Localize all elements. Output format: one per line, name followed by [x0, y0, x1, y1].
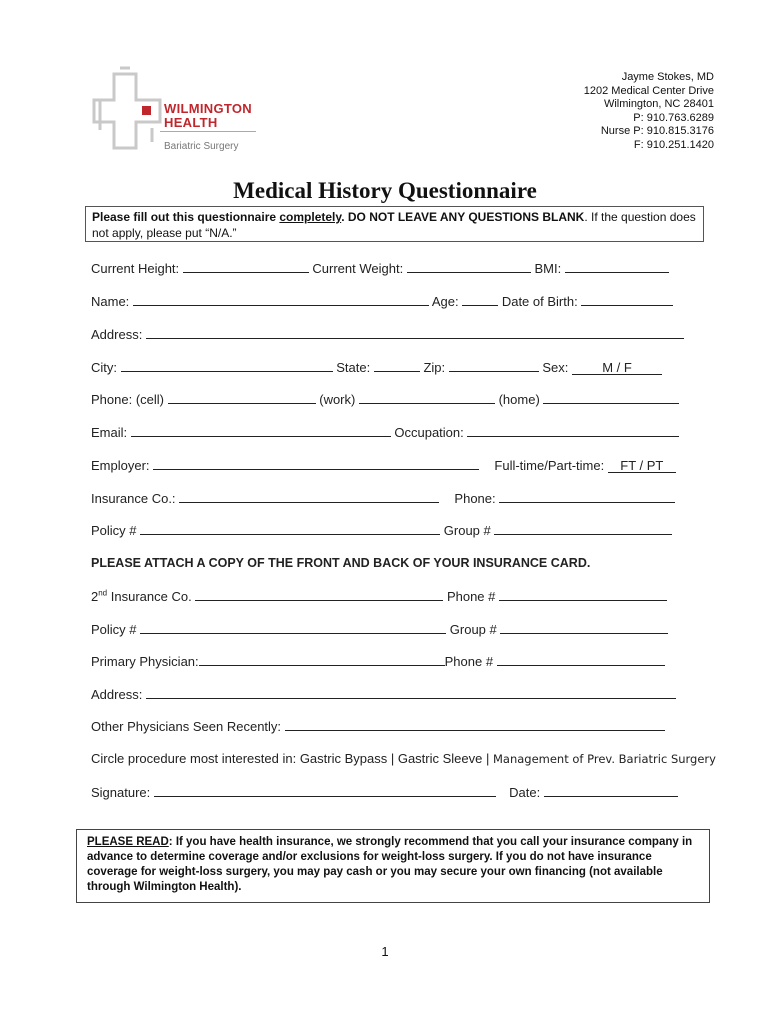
row-city — [91, 359, 662, 376]
employer-label: Employer: — [91, 458, 150, 473]
primary-phone-label: Phone # — [444, 654, 494, 669]
instructions-tail: . If the question does not apply, please put “N/A.” — [92, 210, 696, 240]
bmi-field[interactable] — [565, 260, 669, 273]
state-label: State: — [336, 360, 371, 375]
row-primary-physician — [91, 653, 665, 670]
primary-physician-label: Primary Physician: — [91, 654, 199, 669]
height-field[interactable] — [183, 260, 309, 273]
group-2-field[interactable] — [500, 621, 668, 634]
weight-label: Current Weight: — [312, 261, 404, 276]
phone-work-label: (work) — [319, 392, 356, 407]
sex-label: Sex: — [542, 360, 569, 375]
dob-label: Date of Birth: — [501, 294, 578, 309]
zip-label: Zip: — [423, 360, 446, 375]
contact-city: Wilmington, NC 28401 — [603, 98, 714, 110]
insurance-label: Insurance Co.: — [91, 491, 176, 506]
logo-line-1: WILMINGTON — [164, 101, 252, 116]
primary-physician-field[interactable] — [199, 653, 445, 666]
row-policy — [91, 522, 672, 539]
notice-text: : If you have health insurance, we strongly recommend that you call your insurance company in advance to determine coverage and/or exclusions for weight-loss surgery. If you do not have insurance coverage for weight-loss surgery, you may pay cash or you may secure your own financing (not available through Wilmington Health). — [87, 836, 693, 893]
row-signature — [91, 784, 678, 801]
row-email — [91, 424, 679, 441]
address-field[interactable] — [146, 326, 684, 339]
instructions-rest: . DO NOT LEAVE ANY QUESTIONS BLANK — [341, 210, 585, 224]
signature-field[interactable] — [154, 784, 496, 797]
second-insurance-label: Insurance Co. — [107, 589, 192, 604]
group-2-label: Group # — [449, 622, 497, 637]
dob-field[interactable] — [581, 293, 673, 306]
fulltime-label: Full-time/Part-time: — [494, 458, 605, 473]
contact-nurse-phone: Nurse P: 910.815.3176 — [600, 125, 714, 137]
row-measurements — [91, 260, 669, 277]
date-label: Date: — [509, 785, 541, 800]
row-employer — [91, 457, 676, 474]
row-phones — [91, 391, 679, 408]
height-label: Current Height: — [91, 261, 180, 276]
procedure-label: Circle procedure most interested in: Gastric Bypass | Gastric Sleeve | — [91, 751, 493, 766]
page-number: 1 — [381, 944, 389, 959]
instructions-box — [85, 206, 704, 242]
contact-doctor: Jayme Stokes, MD — [621, 71, 714, 83]
row-policy-2 — [91, 621, 668, 638]
date-field[interactable] — [544, 784, 678, 797]
sex-field[interactable]: M / F — [572, 360, 662, 375]
email-field[interactable] — [131, 424, 391, 437]
second-insurance-sup: nd — [98, 588, 108, 598]
second-insurance-field[interactable] — [195, 588, 443, 601]
row-insurance — [91, 490, 675, 507]
phone-cell-label: Phone: (cell) — [91, 392, 164, 407]
second-insurance-phone-label: Phone # — [446, 589, 496, 604]
policy-field[interactable] — [140, 522, 440, 535]
insurance-phone-field[interactable] — [499, 490, 675, 503]
row-other-physicians — [91, 718, 665, 735]
phone-home-label: (home) — [498, 392, 540, 407]
logo-subtitle: Bariatric Surgery — [164, 141, 239, 152]
contact-street: 1202 Medical Center Drive — [583, 84, 714, 97]
zip-field[interactable] — [449, 359, 539, 372]
instructions-emphasis: completely — [279, 210, 342, 224]
other-physicians-field[interactable] — [285, 718, 665, 731]
group-field[interactable] — [494, 522, 672, 535]
phone-cell-field[interactable] — [168, 391, 316, 404]
insurance-field[interactable] — [179, 490, 439, 503]
city-field[interactable] — [121, 359, 333, 372]
second-insurance-phone-field[interactable] — [499, 588, 667, 601]
address-2-label: Address: — [91, 687, 143, 702]
row-second-insurance — [91, 588, 667, 605]
wilmington-health-logo — [92, 66, 277, 172]
insurance-notice-box — [76, 829, 710, 903]
contact-fax: F: 910.251.1420 — [633, 138, 714, 151]
age-label: Age: — [431, 294, 459, 309]
policy-2-field[interactable] — [140, 621, 446, 634]
attach-card-notice: PLEASE ATTACH A COPY OF THE FRONT AND BACK OF YOUR INSURANCE CARD. — [91, 556, 591, 570]
phone-home-field[interactable] — [543, 391, 679, 404]
procedure-option-management[interactable]: Management of Prev. Bariatric Surgery — [492, 752, 716, 766]
logo-name — [164, 102, 252, 130]
group-label: Group # — [443, 523, 491, 538]
city-label: City: — [91, 360, 117, 375]
row-address-2 — [91, 686, 676, 703]
row-address — [91, 326, 684, 343]
logo-line-2: HEALTH — [164, 115, 218, 130]
employer-field[interactable] — [153, 457, 479, 470]
instructions-lead: Please fill out this questionnaire — [92, 210, 280, 224]
second-insurance-num: 2 — [91, 589, 99, 604]
name-field[interactable] — [133, 293, 429, 306]
name-label: Name: — [91, 294, 130, 309]
fulltime-field[interactable]: FT / PT — [608, 458, 676, 473]
other-physicians-label: Other Physicians Seen Recently: — [91, 719, 282, 734]
weight-field[interactable] — [407, 260, 531, 273]
phone-work-field[interactable] — [359, 391, 495, 404]
email-label: Email: — [91, 425, 128, 440]
occupation-field[interactable] — [467, 424, 679, 437]
address-2-field[interactable] — [146, 686, 676, 699]
policy-label: Policy # — [91, 523, 137, 538]
contact-phone: P: 910.763.6289 — [633, 111, 714, 124]
state-field[interactable] — [374, 359, 420, 372]
page-title: Medical History Questionnaire — [233, 178, 537, 203]
insurance-phone-label: Phone: — [454, 491, 496, 506]
policy-2-label: Policy # — [91, 622, 137, 637]
age-field[interactable] — [462, 293, 498, 306]
bmi-label: BMI: — [534, 261, 562, 276]
primary-phone-field[interactable] — [497, 653, 665, 666]
address-label: Address: — [91, 327, 143, 342]
signature-label: Signature: — [91, 785, 151, 800]
notice-lead: PLEASE READ — [87, 836, 169, 848]
contact-block — [584, 71, 714, 152]
occupation-label: Occupation: — [394, 425, 464, 440]
row-name — [91, 293, 673, 310]
row-procedure — [91, 751, 716, 767]
